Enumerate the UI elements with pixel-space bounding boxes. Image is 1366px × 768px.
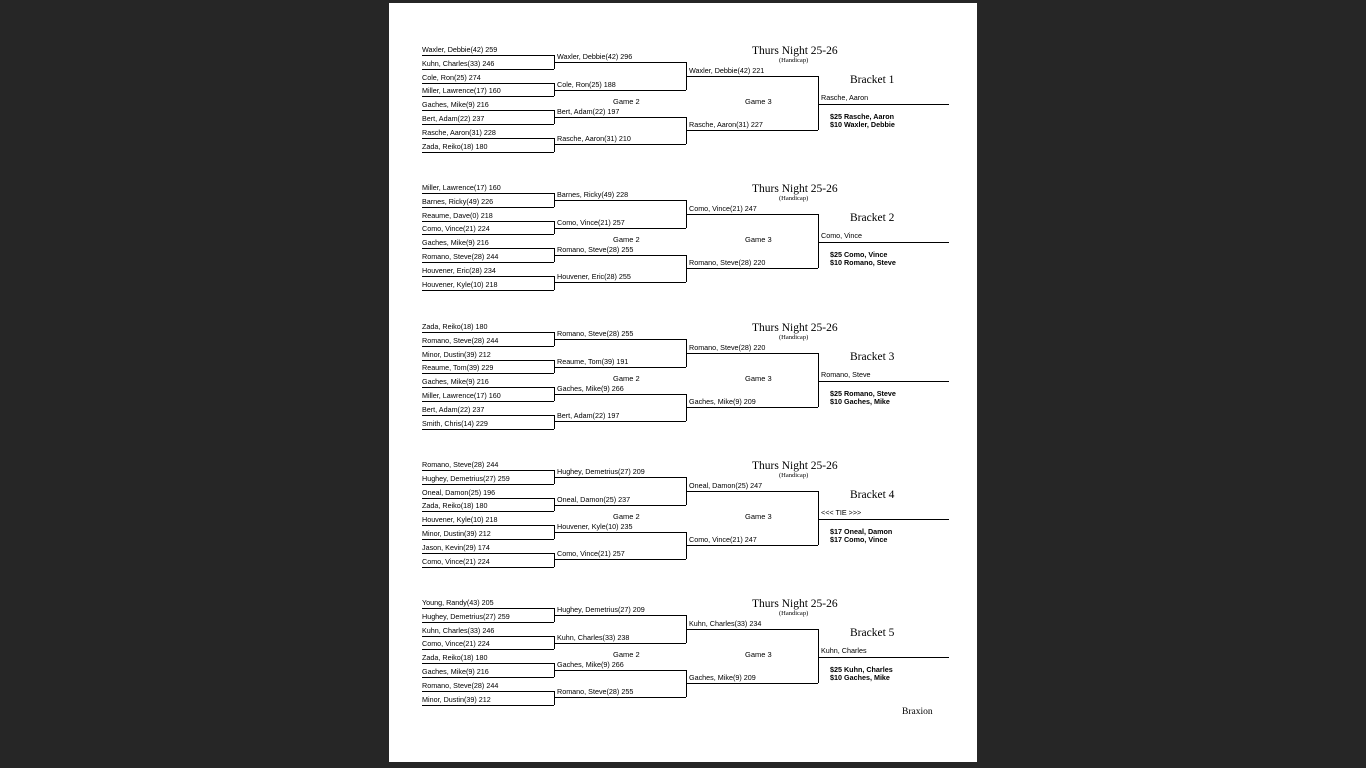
round1-line bbox=[422, 360, 554, 361]
round3-line bbox=[686, 76, 818, 77]
round1-line bbox=[422, 110, 554, 111]
bracket-title: Thurs Night 25-26 bbox=[752, 460, 838, 472]
bracket-3 bbox=[389, 320, 977, 450]
bracket-name: Bracket 5 bbox=[850, 627, 895, 639]
round2-entry: Rasche, Aaron(31) 210 bbox=[557, 134, 631, 143]
round1-entry: Como, Vince(21) 224 bbox=[422, 556, 490, 566]
round1-line bbox=[422, 83, 554, 84]
round1-entry: Rasche, Aaron(31) 228 bbox=[422, 127, 496, 137]
game2-label: Game 2 bbox=[613, 650, 640, 659]
round1-line bbox=[422, 96, 554, 97]
round1-entry: Smith, Chris(14) 229 bbox=[422, 418, 488, 428]
round2-line bbox=[554, 421, 686, 422]
round1-entry: Houvener, Eric(28) 234 bbox=[422, 265, 496, 275]
round2-entry: Reaume, Tom(39) 191 bbox=[557, 357, 629, 366]
handicap-label: (Handicap) bbox=[779, 195, 809, 202]
round1-line bbox=[422, 69, 554, 70]
round1-entry: Miller, Lawrence(17) 160 bbox=[422, 86, 501, 96]
bracket-name: Bracket 2 bbox=[850, 212, 895, 224]
round2-entry: Bert, Adam(22) 197 bbox=[557, 107, 620, 116]
round1-line bbox=[422, 290, 554, 291]
prize-second: $10 Gaches, Mike bbox=[830, 397, 890, 406]
round1-entry: Como, Vince(21) 224 bbox=[422, 224, 490, 234]
round3-entry: Romano, Steve(28) 220 bbox=[689, 343, 766, 352]
round2-line bbox=[554, 532, 686, 533]
round2-line bbox=[554, 62, 686, 63]
round3-line bbox=[686, 545, 818, 546]
round2-entry: Como, Vince(21) 257 bbox=[557, 549, 625, 558]
bracket-name: Bracket 4 bbox=[850, 489, 895, 501]
round3-line bbox=[686, 491, 818, 492]
round1-entry: Reaume, Tom(39) 229 bbox=[422, 363, 494, 373]
bracket-5 bbox=[389, 596, 977, 726]
round1-line bbox=[422, 525, 554, 526]
round1-line bbox=[422, 705, 554, 706]
round1-entry: Zada, Reiko(18) 180 bbox=[422, 653, 488, 663]
round2-entry: Romano, Steve(28) 255 bbox=[557, 687, 634, 696]
round3-line bbox=[686, 629, 818, 630]
round3-entry: Romano, Steve(28) 220 bbox=[689, 258, 766, 267]
round3-entry: Gaches, Mike(9) 209 bbox=[689, 673, 756, 682]
round1-entry: Miller, Lawrence(17) 160 bbox=[422, 183, 501, 192]
round1-entry: Romano, Steve(28) 244 bbox=[422, 252, 499, 261]
round1-line bbox=[422, 373, 554, 374]
round1-entry: Hughey, Demetrius(27) 259 bbox=[422, 611, 510, 621]
round1-entry: Reaume, Dave(0) 218 bbox=[422, 210, 493, 220]
round1-line bbox=[422, 636, 554, 637]
round1-line bbox=[422, 332, 554, 333]
round1-entry: Houvener, Kyle(10) 218 bbox=[422, 515, 498, 525]
round3-entry: Como, Vince(21) 247 bbox=[689, 535, 757, 544]
round1-line bbox=[422, 663, 554, 664]
round2-line bbox=[554, 90, 686, 91]
round3-line bbox=[686, 268, 818, 269]
round1-line bbox=[422, 276, 554, 277]
round2-entry: Como, Vince(21) 257 bbox=[557, 218, 625, 227]
round2-line bbox=[554, 339, 686, 340]
round2-line bbox=[554, 367, 686, 368]
prize-second: $10 Romano, Steve bbox=[830, 258, 896, 267]
bracket-winner: Como, Vince bbox=[821, 231, 863, 240]
round2-entry: Kuhn, Charles(33) 238 bbox=[557, 633, 630, 642]
round1-line bbox=[422, 401, 554, 402]
game2-label: Game 2 bbox=[613, 235, 640, 244]
round1-entry: Gaches, Mike(9) 216 bbox=[422, 667, 489, 676]
round1-line bbox=[422, 470, 554, 471]
footer-brand: Braxion bbox=[902, 707, 933, 717]
prize-first: $25 Como, Vince bbox=[830, 250, 888, 259]
round1-entry: Barnes, Ricky(49) 226 bbox=[422, 196, 494, 206]
round1-line bbox=[422, 346, 554, 347]
round2-line bbox=[554, 670, 686, 671]
round1-entry: Gaches, Mike(9) 216 bbox=[422, 100, 489, 110]
round2-line bbox=[554, 615, 686, 616]
round3-entry: Gaches, Mike(9) 209 bbox=[689, 397, 756, 406]
round1-line bbox=[422, 622, 554, 623]
round3-entry: Como, Vince(21) 247 bbox=[689, 204, 757, 213]
game3-label: Game 3 bbox=[745, 650, 772, 659]
game2-label: Game 2 bbox=[613, 97, 640, 106]
round1-line bbox=[422, 221, 554, 222]
prize-second: $17 Como, Vince bbox=[830, 535, 888, 544]
round2-entry: Oneal, Damon(25) 237 bbox=[557, 495, 631, 504]
round1-entry: Zada, Reiko(18) 180 bbox=[422, 501, 488, 511]
bracket-name: Bracket 1 bbox=[850, 74, 895, 86]
round1-line bbox=[422, 498, 554, 499]
round1-line bbox=[422, 415, 554, 416]
round2-line bbox=[554, 643, 686, 644]
game2-label: Game 2 bbox=[613, 374, 640, 383]
round3-entry: Oneal, Damon(25) 247 bbox=[689, 481, 763, 490]
round2-line bbox=[554, 144, 686, 145]
round1-entry: Hughey, Demetrius(27) 259 bbox=[422, 473, 510, 483]
round1-line bbox=[422, 207, 554, 208]
round1-entry: Gaches, Mike(9) 216 bbox=[422, 377, 489, 387]
round1-entry: Jason, Kevin(29) 174 bbox=[422, 542, 490, 552]
round1-line bbox=[422, 124, 554, 125]
round2-entry: Cole, Ron(25) 188 bbox=[557, 80, 616, 89]
round2-entry: Romano, Steve(28) 255 bbox=[557, 245, 634, 254]
round1-entry: Minor, Dustin(39) 212 bbox=[422, 694, 491, 704]
round2-line bbox=[554, 505, 686, 506]
round2-line bbox=[554, 477, 686, 478]
bracket-name: Bracket 3 bbox=[850, 351, 895, 363]
winner-line bbox=[818, 242, 949, 243]
round3-connector bbox=[818, 353, 819, 407]
round3-connector bbox=[818, 629, 819, 683]
bracket-title: Thurs Night 25-26 bbox=[752, 45, 838, 57]
round2-line bbox=[554, 394, 686, 395]
round1-line bbox=[422, 262, 554, 263]
round1-entry: Bert, Adam(22) 237 bbox=[422, 404, 485, 414]
round2-entry: Waxler, Debbie(42) 296 bbox=[557, 52, 633, 61]
round2-line bbox=[554, 117, 686, 118]
round1-line bbox=[422, 152, 554, 153]
round1-entry: Houvener, Kyle(10) 218 bbox=[422, 279, 498, 289]
round3-entry: Waxler, Debbie(42) 221 bbox=[689, 66, 765, 75]
round3-line bbox=[686, 407, 818, 408]
round1-line bbox=[422, 649, 554, 650]
prize-second: $10 Waxler, Debbie bbox=[830, 120, 895, 129]
prize-first: $25 Romano, Steve bbox=[830, 389, 896, 398]
handicap-label: (Handicap) bbox=[779, 334, 809, 341]
round2-entry: Houvener, Eric(28) 255 bbox=[557, 272, 631, 281]
round2-line bbox=[554, 228, 686, 229]
round1-entry: Kuhn, Charles(33) 246 bbox=[422, 625, 495, 635]
round1-entry: Young, Randy(43) 205 bbox=[422, 598, 494, 607]
document-page bbox=[389, 3, 977, 762]
prize-first: $25 Kuhn, Charles bbox=[830, 665, 893, 674]
round1-line bbox=[422, 193, 554, 194]
round1-entry: Minor, Dustin(39) 212 bbox=[422, 529, 491, 538]
round1-line bbox=[422, 567, 554, 568]
bracket-winner: Rasche, Aaron bbox=[821, 93, 869, 102]
prize-first: $17 Oneal, Damon bbox=[830, 527, 893, 536]
round1-entry: Cole, Ron(25) 274 bbox=[422, 72, 481, 82]
game3-label: Game 3 bbox=[745, 512, 772, 521]
round1-line bbox=[422, 539, 554, 540]
prize-first: $25 Rasche, Aaron bbox=[830, 112, 895, 121]
round1-line bbox=[422, 553, 554, 554]
round1-line bbox=[422, 234, 554, 235]
bracket-title: Thurs Night 25-26 bbox=[752, 322, 838, 334]
round1-line bbox=[422, 55, 554, 56]
round2-entry: Hughey, Demetrius(27) 209 bbox=[557, 605, 645, 614]
game3-label: Game 3 bbox=[745, 374, 772, 383]
round3-connector bbox=[818, 214, 819, 268]
round1-line bbox=[422, 138, 554, 139]
round1-line bbox=[422, 429, 554, 430]
round1-entry: Zada, Reiko(18) 180 bbox=[422, 322, 488, 331]
winner-line bbox=[818, 519, 949, 520]
round1-line bbox=[422, 691, 554, 692]
round1-entry: Minor, Dustin(39) 212 bbox=[422, 349, 491, 359]
round1-line bbox=[422, 511, 554, 512]
game3-label: Game 3 bbox=[745, 235, 772, 244]
handicap-label: (Handicap) bbox=[779, 610, 809, 617]
prize-second: $10 Gaches, Mike bbox=[830, 673, 890, 682]
bracket-winner: Romano, Steve bbox=[821, 370, 871, 379]
bracket-2 bbox=[389, 181, 977, 311]
bracket-title: Thurs Night 25-26 bbox=[752, 598, 838, 610]
round3-line bbox=[686, 130, 818, 131]
round3-connector bbox=[818, 491, 819, 545]
round1-entry: Romano, Steve(28) 244 bbox=[422, 680, 499, 690]
round3-entry: Rasche, Aaron(31) 227 bbox=[689, 120, 763, 129]
round1-entry: Zada, Reiko(18) 180 bbox=[422, 141, 488, 151]
bracket-title: Thurs Night 25-26 bbox=[752, 183, 838, 195]
round1-line bbox=[422, 387, 554, 388]
round1-entry: Romano, Steve(28) 244 bbox=[422, 460, 499, 469]
round1-entry: Romano, Steve(28) 244 bbox=[422, 335, 499, 345]
round1-line bbox=[422, 677, 554, 678]
round1-line bbox=[422, 608, 554, 609]
round2-line bbox=[554, 697, 686, 698]
round1-line bbox=[422, 484, 554, 485]
round3-line bbox=[686, 214, 818, 215]
round2-line bbox=[554, 559, 686, 560]
round1-entry: Kuhn, Charles(33) 246 bbox=[422, 58, 495, 68]
round1-entry: Como, Vince(21) 224 bbox=[422, 639, 490, 649]
winner-line bbox=[818, 657, 949, 658]
round2-entry: Gaches, Mike(9) 266 bbox=[557, 660, 624, 669]
round3-line bbox=[686, 353, 818, 354]
round1-entry: Miller, Lawrence(17) 160 bbox=[422, 391, 501, 400]
handicap-label: (Handicap) bbox=[779, 472, 809, 479]
bracket-winner: Kuhn, Charles bbox=[821, 646, 867, 655]
round3-line bbox=[686, 683, 818, 684]
round3-entry: Kuhn, Charles(33) 234 bbox=[689, 619, 762, 628]
round2-entry: Barnes, Ricky(49) 228 bbox=[557, 190, 629, 199]
round2-entry: Hughey, Demetrius(27) 209 bbox=[557, 467, 645, 476]
bracket-4 bbox=[389, 458, 977, 588]
round1-entry: Bert, Adam(22) 237 bbox=[422, 114, 485, 123]
round1-entry: Oneal, Damon(25) 196 bbox=[422, 487, 496, 497]
round3-connector bbox=[818, 76, 819, 130]
round1-entry: Waxler, Debbie(42) 259 bbox=[422, 45, 498, 54]
game2-label: Game 2 bbox=[613, 512, 640, 521]
winner-line bbox=[818, 381, 949, 382]
round2-line bbox=[554, 255, 686, 256]
round2-line bbox=[554, 200, 686, 201]
round2-line bbox=[554, 282, 686, 283]
game3-label: Game 3 bbox=[745, 97, 772, 106]
round2-entry: Gaches, Mike(9) 266 bbox=[557, 384, 624, 393]
round2-entry: Houvener, Kyle(10) 235 bbox=[557, 522, 633, 531]
round2-entry: Bert, Adam(22) 197 bbox=[557, 411, 620, 420]
round1-line bbox=[422, 248, 554, 249]
handicap-label: (Handicap) bbox=[779, 57, 809, 64]
bracket-1 bbox=[389, 43, 977, 173]
round1-entry: Gaches, Mike(9) 216 bbox=[422, 238, 489, 248]
bracket-winner: <<< TIE >>> bbox=[821, 508, 862, 517]
winner-line bbox=[818, 104, 949, 105]
round2-entry: Romano, Steve(28) 255 bbox=[557, 329, 634, 338]
